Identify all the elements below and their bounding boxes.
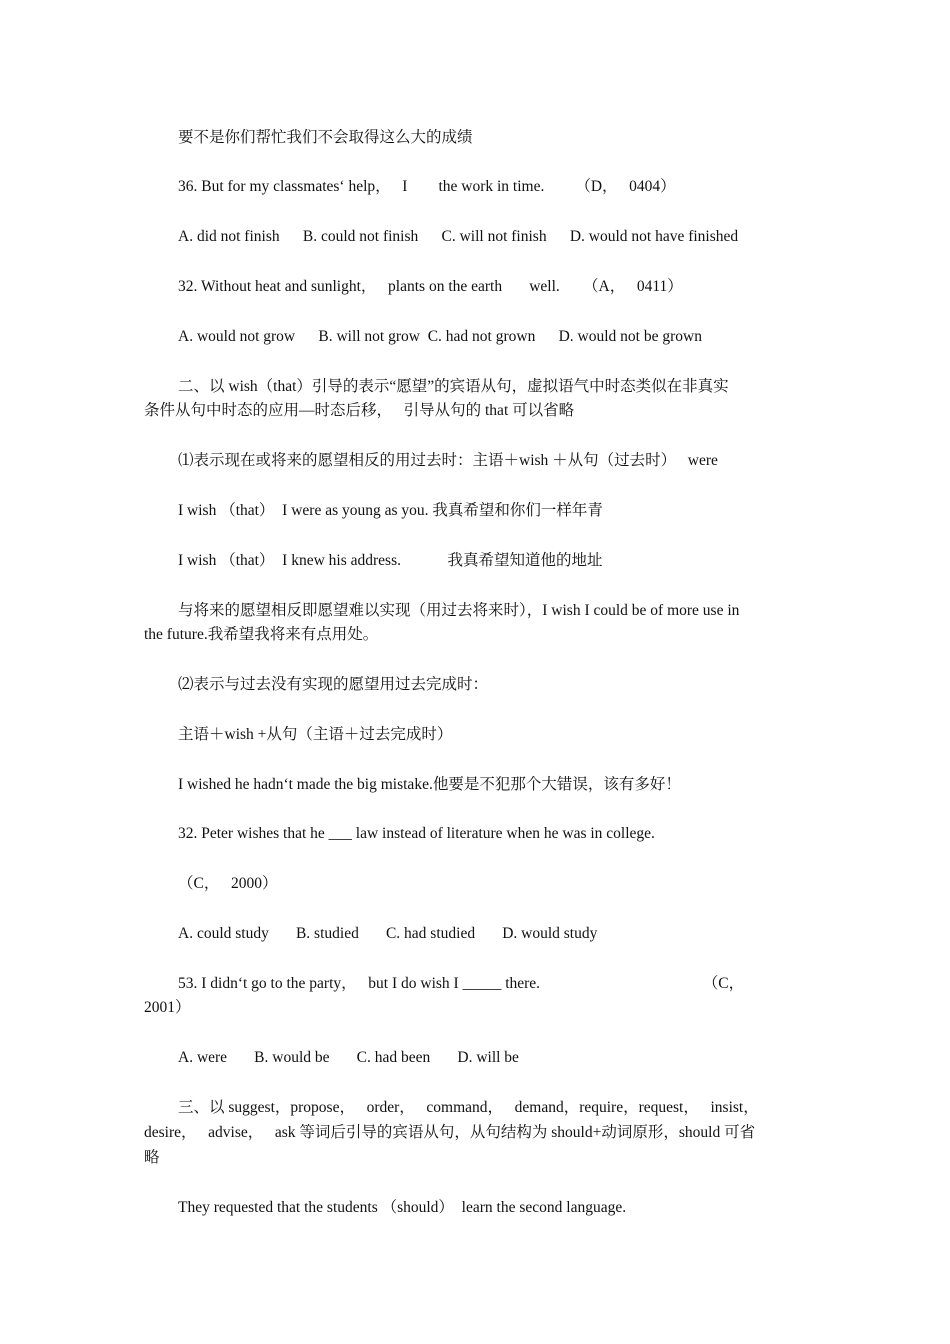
- rule-2: ⑵表示与过去没有实现的愿望用过去完成时：: [178, 676, 489, 693]
- question-36-stem: 36. But for my classmates‘ help， I the work in time. （D， 0404）: [178, 178, 676, 195]
- section-three-heading: 三、以 suggest，propose， order， command， demand，require，request， insist，: [178, 1099, 759, 1116]
- question-53-stem-cont: 2001）: [144, 999, 191, 1016]
- question-36-options: A. did not finish B. could not finish C. will not finish D. would not have finished: [178, 228, 739, 245]
- example-sentence: I wish （that） I knew his address. 我真希望知道他的地址: [178, 552, 603, 569]
- example-sentence: I wished he hadn‘t made the big mistake.他要是不犯那个大错误，该有多好！: [178, 776, 681, 793]
- question-53-stem: 53. I didn‘t go to the party， but I do wish I _____ there. （C，: [178, 975, 745, 992]
- question-32b-answer: （C， 2000）: [178, 875, 278, 892]
- rule-2-structure: 主语＋wish +从句（主语＋过去完成时）: [178, 726, 453, 743]
- question-32-options: A. would not grow B. will not grow C. had not grown D. would not be grown: [178, 328, 702, 345]
- section-two-heading: 二、以 wish（that）引导的表示“愿望”的宾语从句，虚拟语气中时态类似在非真实: [178, 378, 729, 395]
- section-two-heading-cont: 条件从句中时态的应用—时态后移， 引导从句的 that 可以省略: [144, 402, 575, 419]
- rule-note: 与将来的愿望相反即愿望难以实现（用过去将来时），I wish I could be of more use in: [178, 602, 740, 619]
- question-53-options: A. were B. would be C. had been D. will be: [178, 1049, 519, 1066]
- rule-note-cont: the future.我希望我将来有点用处。: [144, 626, 379, 643]
- question-32b-stem: 32. Peter wishes that he ___ law instead of literature when he was in college.: [178, 825, 655, 842]
- question-32b-options: A. could study B. studied C. had studied D. would study: [178, 925, 598, 942]
- text-line: 要不是你们帮忙我们不会取得这么大的成绩: [178, 129, 473, 146]
- rule-1: ⑴表示现在或将来的愿望相反的用过去时：主语＋wish ＋从句（过去时） were: [178, 452, 718, 469]
- example-sentence: They requested that the students （should） learn the second language.: [178, 1199, 627, 1216]
- example-sentence: I wish （that） I were as young as you. 我真希望和你们一样年青: [178, 502, 603, 519]
- section-three-heading-end: 略: [144, 1149, 160, 1166]
- section-three-heading-cont: desire， advise， ask 等词后引导的宾语从句，从句结构为 should+动词原形，should 可省: [144, 1124, 756, 1141]
- question-32-stem: 32. Without heat and sunlight， plants on the earth well. （A， 0411）: [178, 278, 683, 295]
